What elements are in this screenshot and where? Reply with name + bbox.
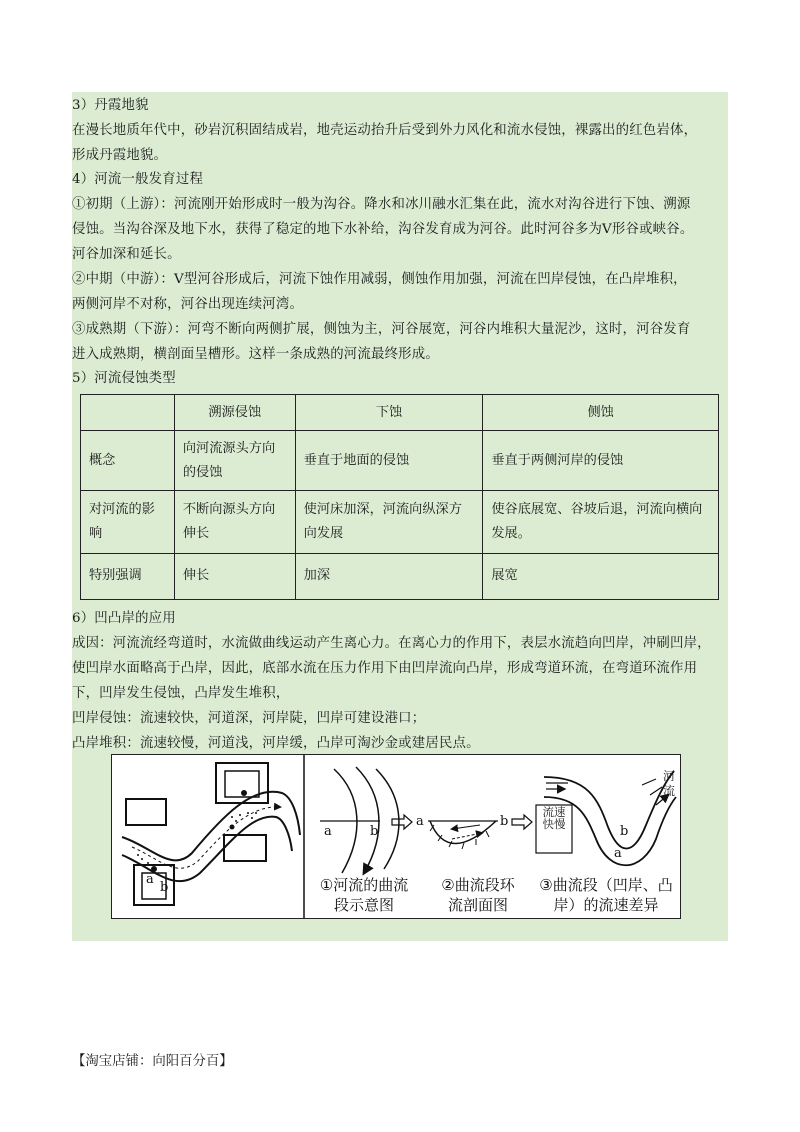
erosion-types-table (80, 394, 719, 600)
text-line: ③成熟期（下游）：河弯不断向两侧扩展，侧蚀为主，河谷展宽，河谷内堆积大量泥沙，这时，河谷发育 (72, 322, 691, 337)
text-line: 两侧河岸不对称，河谷出现连续河湾。 (72, 297, 304, 312)
text-line: ①初期（上游）：河流刚开始形成时一般为沟谷。降水和冰川融水汇集在此，流水对沟谷进行下蚀、溯源 (72, 197, 691, 212)
caption-line: 段示意图 (333, 896, 394, 914)
table-cell: 垂直于地面的侵蚀 (295, 431, 483, 491)
table-cell: 概念 (81, 431, 175, 491)
cross-section-profile (416, 814, 508, 849)
section-title-banks: 6）凹凸岸的应用 (72, 611, 176, 626)
caption-line: 流剖面图 (447, 896, 508, 914)
text-line: 成因：河流流经弯道时，水流做曲线运动产生离心力。在离心力的作用下，表层水流趋向凹岸，冲刷凹岸， (72, 636, 711, 651)
table-cell: 加深 (295, 553, 483, 599)
table-cell: 向河流源头方向的侵蚀 (174, 431, 295, 491)
figure-caption-1 (308, 875, 420, 915)
label-speed: 流速快慢 (542, 805, 566, 831)
bend-sketch (320, 767, 399, 873)
table-header-cell (81, 395, 175, 431)
caption-line: ③曲流段（凹岸、凸 (539, 876, 673, 894)
section-title-erosion: 5）河流侵蚀类型 (72, 371, 176, 386)
label-b: b (160, 880, 169, 895)
table-cell: 使谷底展宽、谷坡后退，河流向横向发展。 (483, 491, 719, 553)
table-cell: 伸长 (174, 553, 295, 599)
table-header-cell: 溯源侵蚀 (174, 395, 295, 431)
arrow-icon (392, 815, 412, 829)
table-row (81, 491, 719, 553)
text-line: 下，凹岸发生侵蚀，凸岸发生堆积， (72, 686, 290, 701)
table-cell: 展宽 (483, 553, 719, 599)
text-line: 凹岸侵蚀：流速较快，河道深，河岸陡，凹岸可建设港口； (72, 711, 426, 726)
label-b: b (620, 824, 629, 839)
meander-figure (111, 754, 681, 919)
table-cell: 特别强调 (81, 553, 175, 599)
label-river: 河流 (662, 769, 675, 798)
table-header-row (81, 395, 719, 431)
text-line: 在漫长地质年代中，砂岩沉积固结成岩，地壳运动抬升后受到外力风化和流水侵蚀，裸露出的红色岩体， (72, 123, 698, 138)
arrow-icon (512, 815, 532, 829)
text-line: ②中期（中游）：V型河谷形成后，河流下蚀作用减弱，侧蚀作用加强，河流在凹岸侵蚀，在凸岸堆积， (72, 272, 687, 287)
table-row (81, 553, 719, 599)
footer-shop-info: 【淘宝店铺：向阳百分百】 (72, 1054, 233, 1069)
text-line: 凸岸堆积：流速较慢，河道浅，河岸缓，凸岸可淘沙金或建居民点。 (72, 736, 480, 751)
figure-caption-3 (534, 875, 678, 915)
table-header-cell: 下蚀 (295, 395, 483, 431)
text-line: 进入成熟期，横剖面呈槽形。这样一条成熟的河流最终形成。 (72, 347, 439, 362)
text-line: 侵蚀。当沟谷深及地下水，获得了稳定的地下水补给，沟谷发育成为河谷。此时河谷多为V形谷或峡谷。 (72, 222, 694, 237)
table-header-cell: 侧蚀 (483, 395, 719, 431)
caption-line: ②曲流段环 (441, 876, 515, 894)
section-title-river-development: 4）河流一般发育过程 (72, 172, 204, 187)
label-b: b (500, 814, 509, 829)
meander-plan-view (122, 763, 300, 905)
label-a: a (614, 846, 622, 861)
label-a: a (324, 824, 332, 839)
figure-caption-2 (424, 875, 532, 915)
label-b: b (370, 824, 379, 839)
section-title-danxia: 3）丹霞地貌 (72, 98, 149, 113)
table-cell: 对河流的影响 (81, 491, 175, 553)
table-cell: 使河床加深，河流向纵深方向发展 (295, 491, 483, 553)
label-a: a (146, 872, 154, 887)
text-line: 形成丹霞地貌。 (72, 148, 168, 163)
table-cell: 不断向源头方向伸长 (174, 491, 295, 553)
caption-line: ①河流的曲流 (319, 876, 409, 894)
text-line: 使凹岸水面略高于凸岸，因此，底部水流在压力作用下由凹岸流向凸岸，形成弯道环流，在弯道环流作用 (72, 661, 698, 676)
table-cell: 垂直于两侧河岸的侵蚀 (483, 431, 719, 491)
label-a: a (416, 814, 424, 829)
text-line: 河谷加深和延长。 (72, 247, 181, 262)
table-row (81, 431, 719, 491)
caption-line: 岸）的流速差异 (553, 896, 659, 914)
